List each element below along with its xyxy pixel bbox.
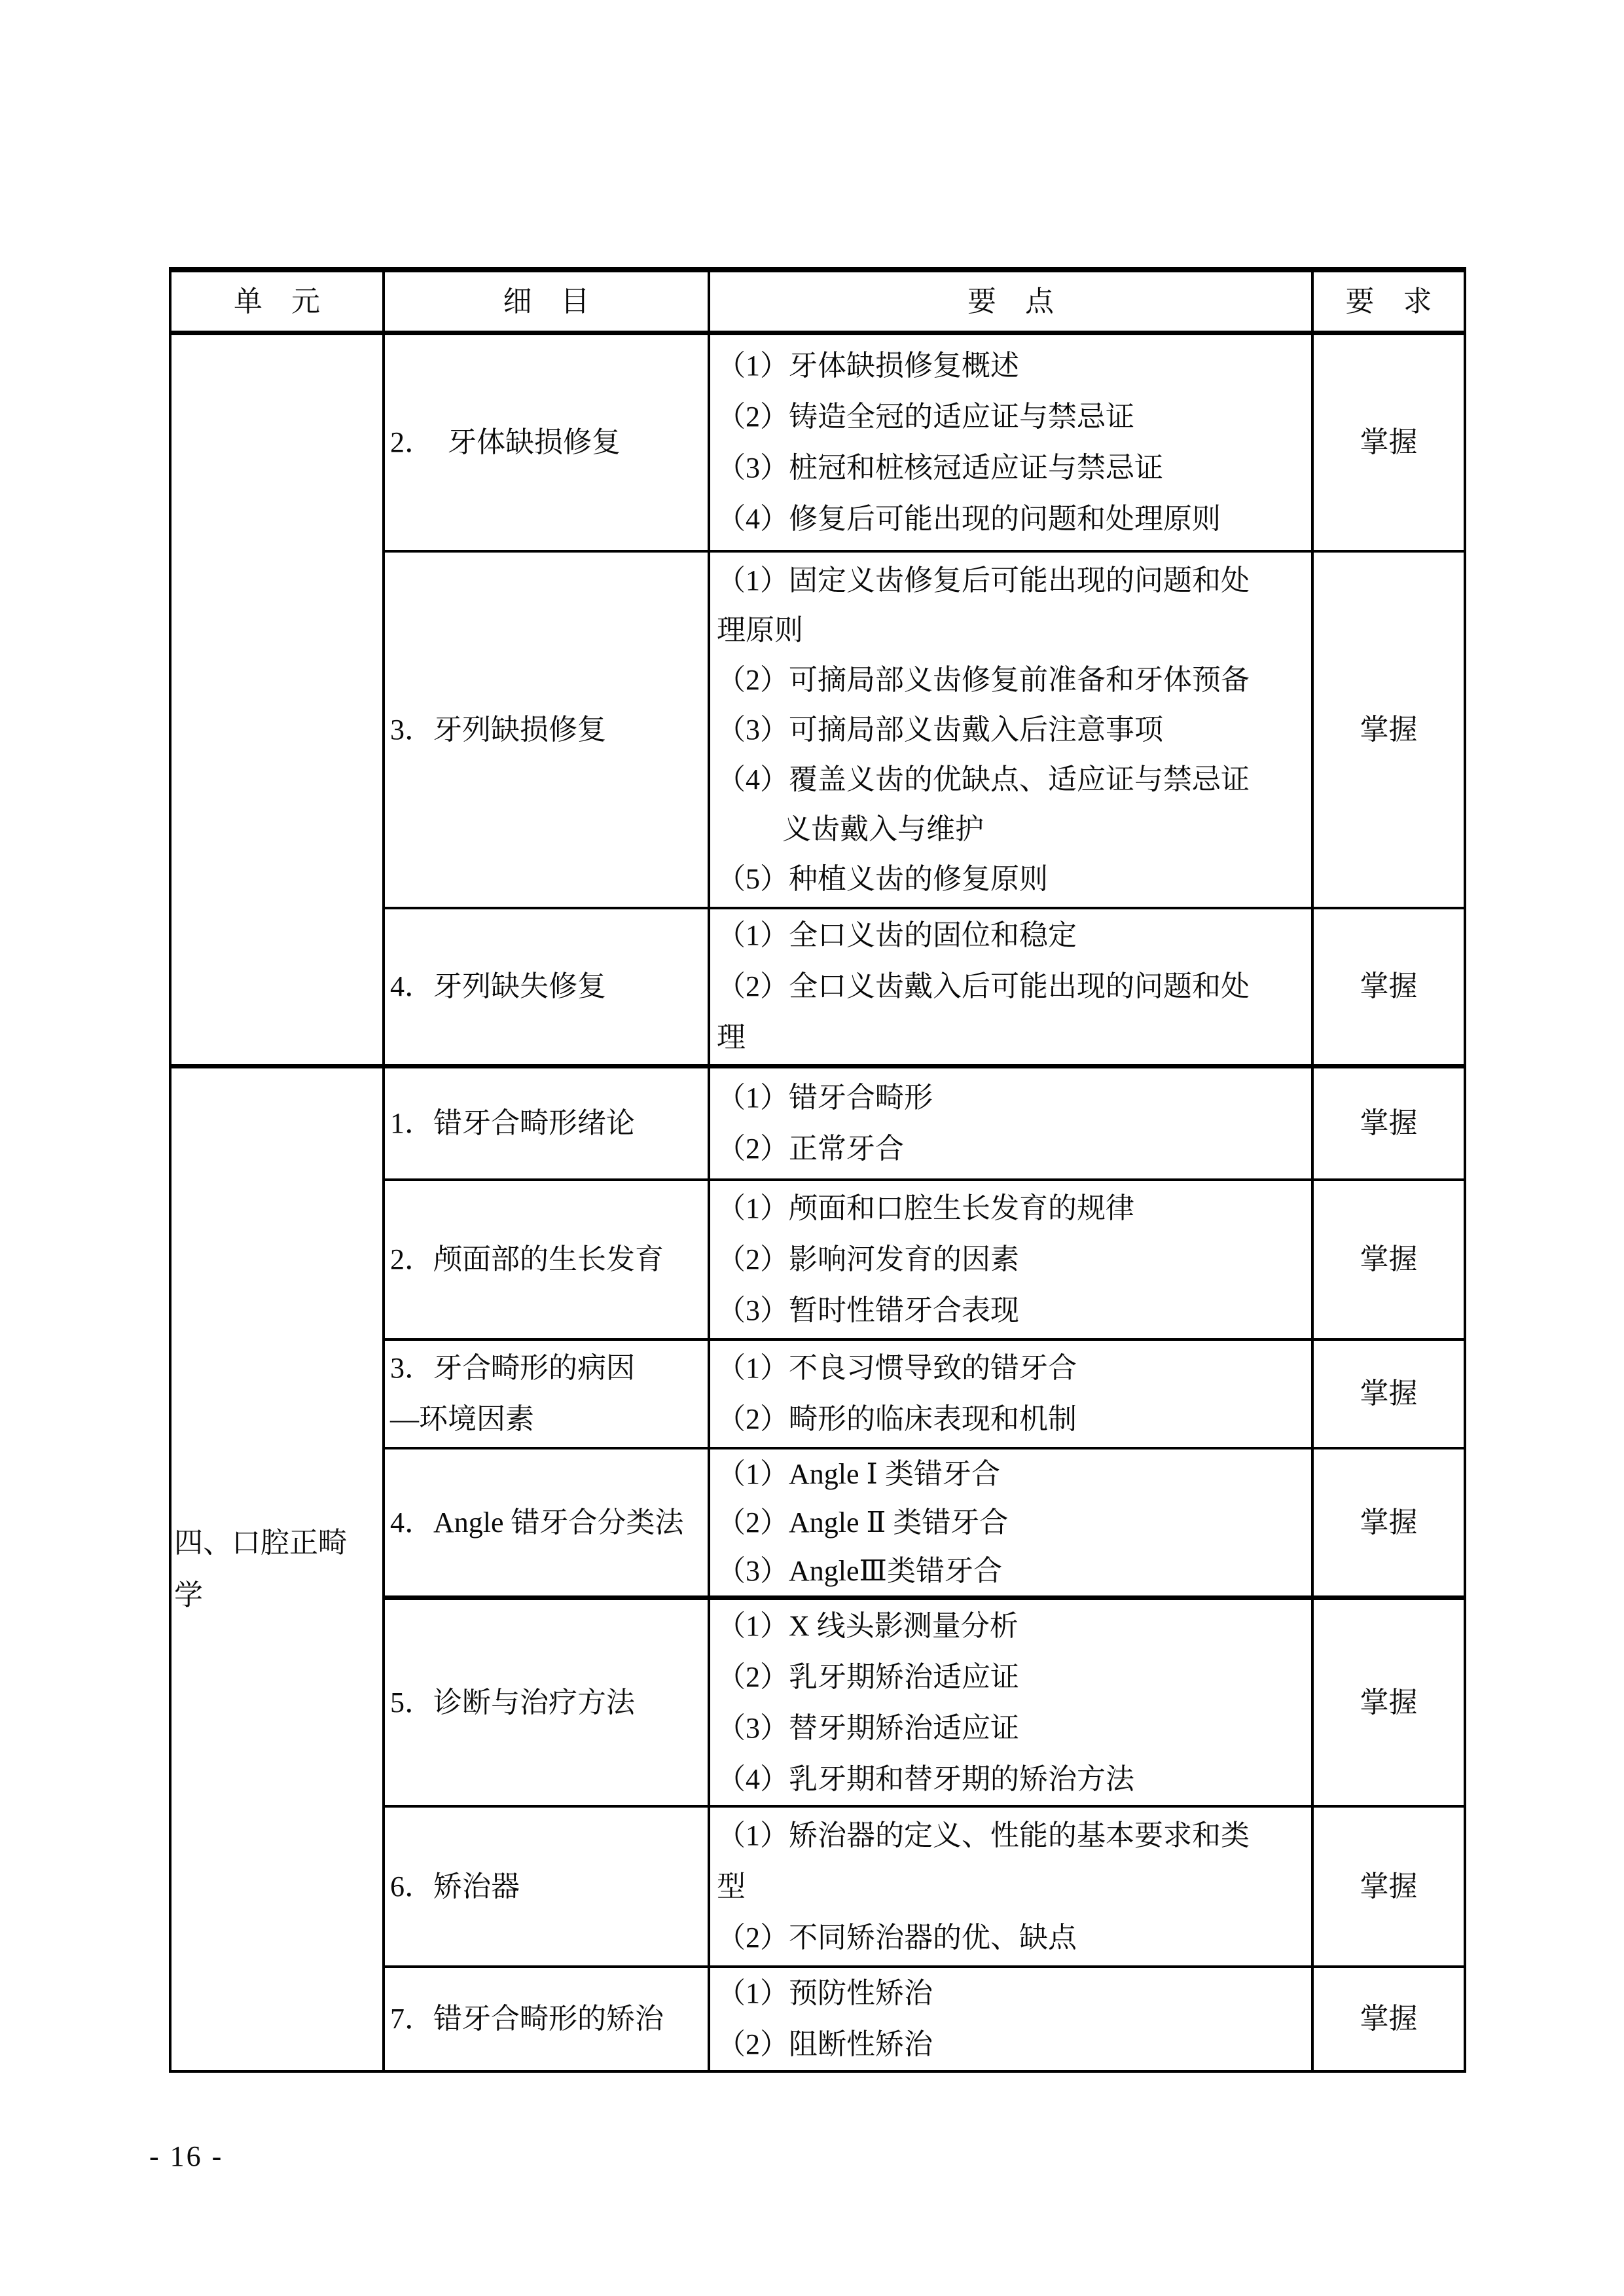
requirement-cell — [1311, 907, 1464, 1064]
requirement-cell — [1311, 1595, 1464, 1805]
requirement-cell — [1311, 335, 1464, 550]
point-line: （1）牙体缺损修复概述 — [717, 350, 1019, 382]
point-line: （1）Angle Ⅰ 类错牙合 — [717, 1457, 1000, 1490]
requirement-cell — [1311, 550, 1464, 907]
unit-label: 四、口腔正畸 — [174, 1527, 347, 1559]
point-line: （2）可摘局部义齿修复前准备和牙体预备 — [717, 663, 1250, 696]
point-line: （3）桩冠和桩核冠适应证与禁忌证 — [717, 452, 1163, 484]
requirement-label: 掌握 — [1360, 713, 1418, 746]
requirement-cell — [1311, 1068, 1464, 1178]
table-section-1 — [171, 335, 1464, 1064]
detail-cell — [382, 1805, 708, 1965]
detail-cell — [382, 907, 708, 1064]
point-line: （4）修复后可能出现的问题和处理原则 — [717, 503, 1221, 535]
table-section-2 — [171, 1064, 1464, 2070]
point-line: （2）Angle Ⅱ 类错牙合 — [717, 1506, 1009, 1539]
detail-line: 2．颅面部的生长发育 — [390, 1243, 664, 1275]
detail-line: 4．Angle 错牙合分类法 — [390, 1506, 684, 1539]
requirement-label: 掌握 — [1360, 426, 1418, 458]
requirement-label: 掌握 — [1360, 1107, 1418, 1139]
detail-cell — [382, 1595, 708, 1805]
detail-line: 7．错牙合畸形的矫治 — [390, 2003, 664, 2035]
header-requirement — [1311, 272, 1464, 331]
header-requirement-label: 要 求 — [1345, 285, 1432, 318]
detail-line: —环境因素 — [390, 1403, 534, 1435]
page-number: - 16 - — [149, 2140, 224, 2172]
point-line: （2）畸形的临床表现和机制 — [717, 1403, 1077, 1435]
points-cell — [708, 335, 1311, 550]
points-cell — [708, 1595, 1311, 1805]
points-cell — [708, 1338, 1311, 1447]
detail-line: 2． 牙体缺损修复 — [390, 426, 621, 458]
point-line: （1）X 线头影测量分析 — [717, 1609, 1019, 1642]
points-cell — [708, 550, 1311, 907]
header-detail-label: 细 目 — [503, 285, 590, 318]
point-line: （1）预防性矫治 — [717, 1977, 933, 2009]
point-line: （1）颅面和口腔生长发育的规律 — [717, 1192, 1134, 1224]
point-line: （2）不同矫治器的优、缺点 — [717, 1921, 1077, 1954]
point-line: （3）AngleⅢ类错牙合 — [717, 1554, 1002, 1587]
point-line: （1）固定义齿修复后可能出现的问题和处 — [717, 564, 1250, 596]
points-cell — [708, 1178, 1311, 1338]
point-line: （3）暂时性错牙合表现 — [717, 1294, 1019, 1326]
point-line: （2）阻断性矫治 — [717, 2028, 933, 2060]
requirement-label: 掌握 — [1360, 1870, 1418, 1903]
detail-line: 4．牙列缺失修复 — [390, 970, 606, 1002]
detail-cell — [382, 1965, 708, 2070]
detail-cell — [382, 335, 708, 550]
points-cell — [708, 1965, 1311, 2070]
point-line: （1）矫治器的定义、性能的基本要求和类 — [717, 1819, 1250, 1851]
detail-line: 6．矫治器 — [390, 1870, 520, 1903]
requirement-label: 掌握 — [1360, 970, 1418, 1002]
point-line: （2）铸造全冠的适应证与禁忌证 — [717, 401, 1134, 433]
requirement-cell — [1311, 1447, 1464, 1595]
detail-cell — [382, 1447, 708, 1595]
requirement-label: 掌握 — [1360, 1686, 1418, 1719]
unit-label: 学 — [174, 1579, 203, 1611]
point-line: （2）乳牙期矫治适应证 — [717, 1660, 1019, 1693]
point-line: （4）覆盖义齿的优缺点、适应证与禁忌证 — [717, 763, 1250, 795]
point-line: （1）错牙合畸形 — [717, 1082, 933, 1114]
points-cell — [708, 1447, 1311, 1595]
point-line: 型 — [717, 1870, 746, 1903]
points-cell — [708, 1805, 1311, 1965]
detail-line: 1．错牙合畸形绪论 — [390, 1107, 635, 1139]
header-points-label: 要 点 — [967, 285, 1054, 318]
requirement-cell — [1311, 1805, 1464, 1965]
point-line: （2）全口义齿戴入后可能出现的问题和处 — [717, 970, 1250, 1002]
point-line: （3）可摘局部义齿戴入后注意事项 — [717, 713, 1163, 746]
requirement-label: 掌握 — [1360, 1243, 1418, 1275]
detail-cell — [382, 1068, 708, 1178]
points-cell — [708, 1068, 1311, 1178]
syllabus-table — [169, 267, 1466, 2073]
requirement-cell — [1311, 1965, 1464, 2070]
point-line: （4）乳牙期和替牙期的矫治方法 — [717, 1762, 1134, 1795]
requirement-cell — [1311, 1338, 1464, 1447]
detail-line: 5．诊断与治疗方法 — [390, 1686, 635, 1719]
unit-cell — [171, 1068, 382, 2070]
detail-line: 3．牙列缺损修复 — [390, 713, 606, 746]
detail-cell — [382, 1338, 708, 1447]
detail-cell — [382, 550, 708, 907]
point-line: （2）正常牙合 — [717, 1133, 904, 1165]
requirement-cell — [1311, 1178, 1464, 1338]
points-cell — [708, 907, 1311, 1064]
point-line: （1）不良习惯导致的错牙合 — [717, 1352, 1077, 1384]
point-line: （1）全口义齿的固位和稳定 — [717, 919, 1077, 951]
point-line: （5）种植义齿的修复原则 — [717, 862, 1048, 895]
header-detail — [382, 272, 708, 331]
point-line: 理原则 — [717, 613, 803, 646]
point-line: 理 — [717, 1021, 746, 1053]
table-header-row — [171, 272, 1464, 335]
unit-cell — [171, 335, 382, 1064]
point-line: 义齿戴入与维护 — [782, 812, 984, 845]
detail-cell — [382, 1178, 708, 1338]
detail-line: 3．牙合畸形的病因 — [390, 1352, 635, 1384]
header-points — [708, 272, 1311, 331]
point-line: （2）影响河发育的因素 — [717, 1243, 1019, 1275]
header-unit — [171, 272, 382, 331]
header-unit-label: 单 元 — [234, 285, 320, 318]
point-line: （3）替牙期矫治适应证 — [717, 1711, 1019, 1744]
requirement-label: 掌握 — [1360, 1377, 1418, 1410]
requirement-label: 掌握 — [1360, 1506, 1418, 1539]
requirement-label: 掌握 — [1360, 2003, 1418, 2035]
